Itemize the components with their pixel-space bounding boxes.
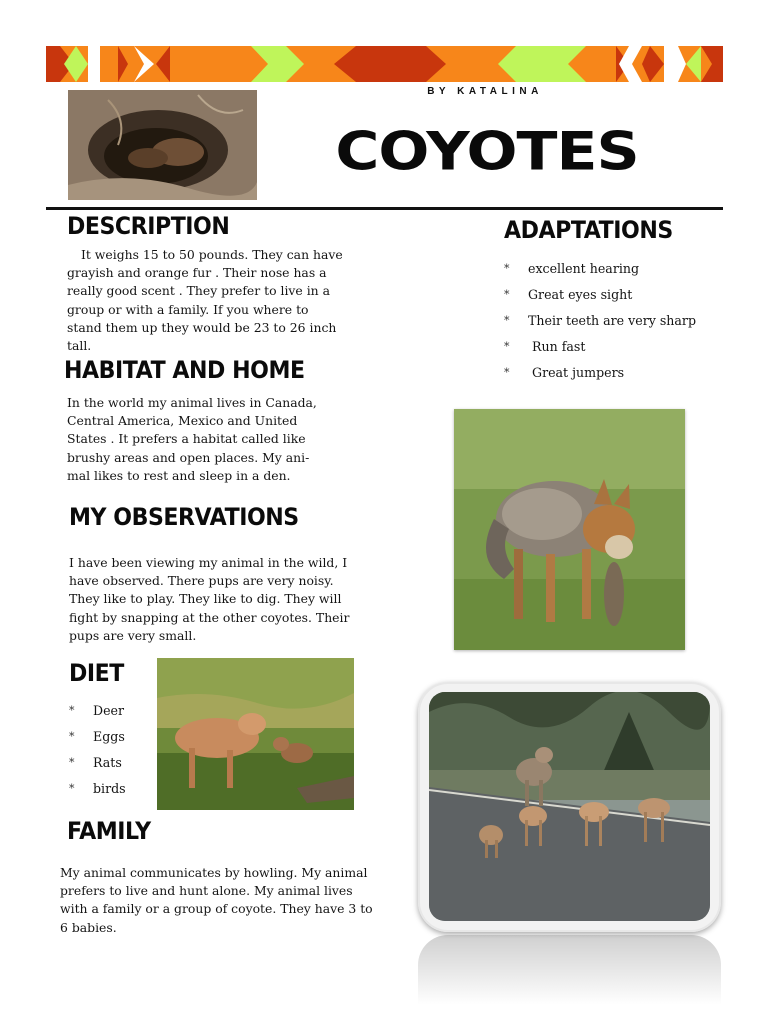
adaptation-item-label: Their teeth are very sharp: [528, 313, 697, 328]
bullet-icon: *: [504, 314, 510, 327]
diet-list: [67, 701, 157, 805]
family-line: prefers to live and hunt alone. My animal lives: [60, 883, 353, 899]
description-line: tall.: [67, 338, 92, 354]
bullet-icon: *: [504, 288, 510, 301]
adult-and-pup-photo: [157, 658, 354, 810]
coyote-family-photo: [429, 692, 710, 921]
observations-line: fight by snapping at the other coyotes. Their: [69, 609, 350, 625]
list-item: [67, 779, 157, 805]
banner-pattern: [46, 46, 723, 82]
diet-item-label: Deer: [93, 703, 125, 718]
diet-item-label: Eggs: [93, 729, 125, 744]
description-line: It weighs 15 to 50 pounds. They can have: [81, 247, 343, 262]
diet-item-label: Rats: [93, 755, 122, 770]
diet-item-label: birds: [93, 781, 126, 796]
observations-line: I have been viewing my animal in the wild, I: [69, 555, 348, 570]
adaptation-item-label: Run fast: [528, 339, 586, 354]
bullet-icon: *: [504, 340, 510, 353]
observations-line: pups are very small.: [69, 627, 197, 643]
description-line: really good scent . They prefer to live in a: [67, 283, 330, 299]
habitat-line: States . It prefers a habitat called like: [67, 431, 306, 447]
observations-line: have observed. There pups are very noisy.: [69, 573, 334, 589]
list-item: [502, 311, 732, 337]
bullet-icon: *: [69, 730, 75, 743]
family-text: [60, 864, 412, 937]
bullet-icon: *: [69, 782, 75, 795]
habitat-text: [67, 394, 387, 485]
description-line: group or with a family. If you where to: [67, 301, 309, 317]
coyote-hunting-photo: [454, 409, 685, 650]
list-item: [502, 363, 732, 389]
description-line: stand them up they would be 23 to 26 inch: [67, 319, 337, 335]
byline: BY KATALINA: [427, 86, 543, 97]
title-divider: [46, 207, 723, 210]
family-line: with a family or a group of coyote. They have 3 to: [60, 901, 373, 917]
habitat-line: brushy areas and open places. My ani-: [67, 449, 310, 465]
list-item: [502, 259, 732, 285]
description-line: grayish and orange fur . Their nose has a: [67, 265, 327, 281]
photo-reflection: [418, 935, 721, 1005]
adaptation-item-label: excellent hearing: [528, 261, 640, 276]
list-item: [502, 285, 732, 311]
bullet-icon: *: [504, 366, 510, 379]
adaptations-list: [502, 259, 732, 389]
habitat-line: mal likes to rest and sleep in a den.: [67, 467, 291, 483]
family-line: My animal communicates by howling. My animal: [60, 865, 368, 880]
observations-line: They like to play. They like to dig. They will: [69, 591, 342, 607]
family-heading: FAMILY: [67, 817, 151, 845]
family-line: 6 babies.: [60, 919, 117, 935]
habitat-line: In the world my animal lives in Canada,: [67, 395, 317, 410]
observations-heading: MY OBSERVATIONS: [69, 503, 299, 531]
list-item: [67, 727, 157, 753]
adaptation-item-label: Great jumpers: [528, 365, 625, 380]
list-item: [502, 337, 732, 363]
den-photo: [68, 90, 257, 200]
list-item: [67, 701, 157, 727]
diet-heading: DIET: [69, 659, 124, 687]
observations-text: [69, 554, 399, 645]
bullet-icon: *: [504, 262, 510, 275]
bullet-icon: *: [69, 756, 75, 769]
page-title: COYOTES: [335, 121, 639, 183]
habitat-line: Central America, Mexico and United: [67, 413, 298, 429]
list-item: [67, 753, 157, 779]
habitat-heading: HABITAT AND HOME: [64, 356, 305, 384]
description-heading: DESCRIPTION: [67, 212, 230, 240]
description-text: [67, 246, 387, 355]
bullet-icon: *: [69, 704, 75, 717]
adaptation-item-label: Great eyes sight: [528, 287, 633, 302]
decorative-banner: [46, 46, 723, 82]
adaptations-heading: ADAPTATIONS: [504, 216, 673, 244]
